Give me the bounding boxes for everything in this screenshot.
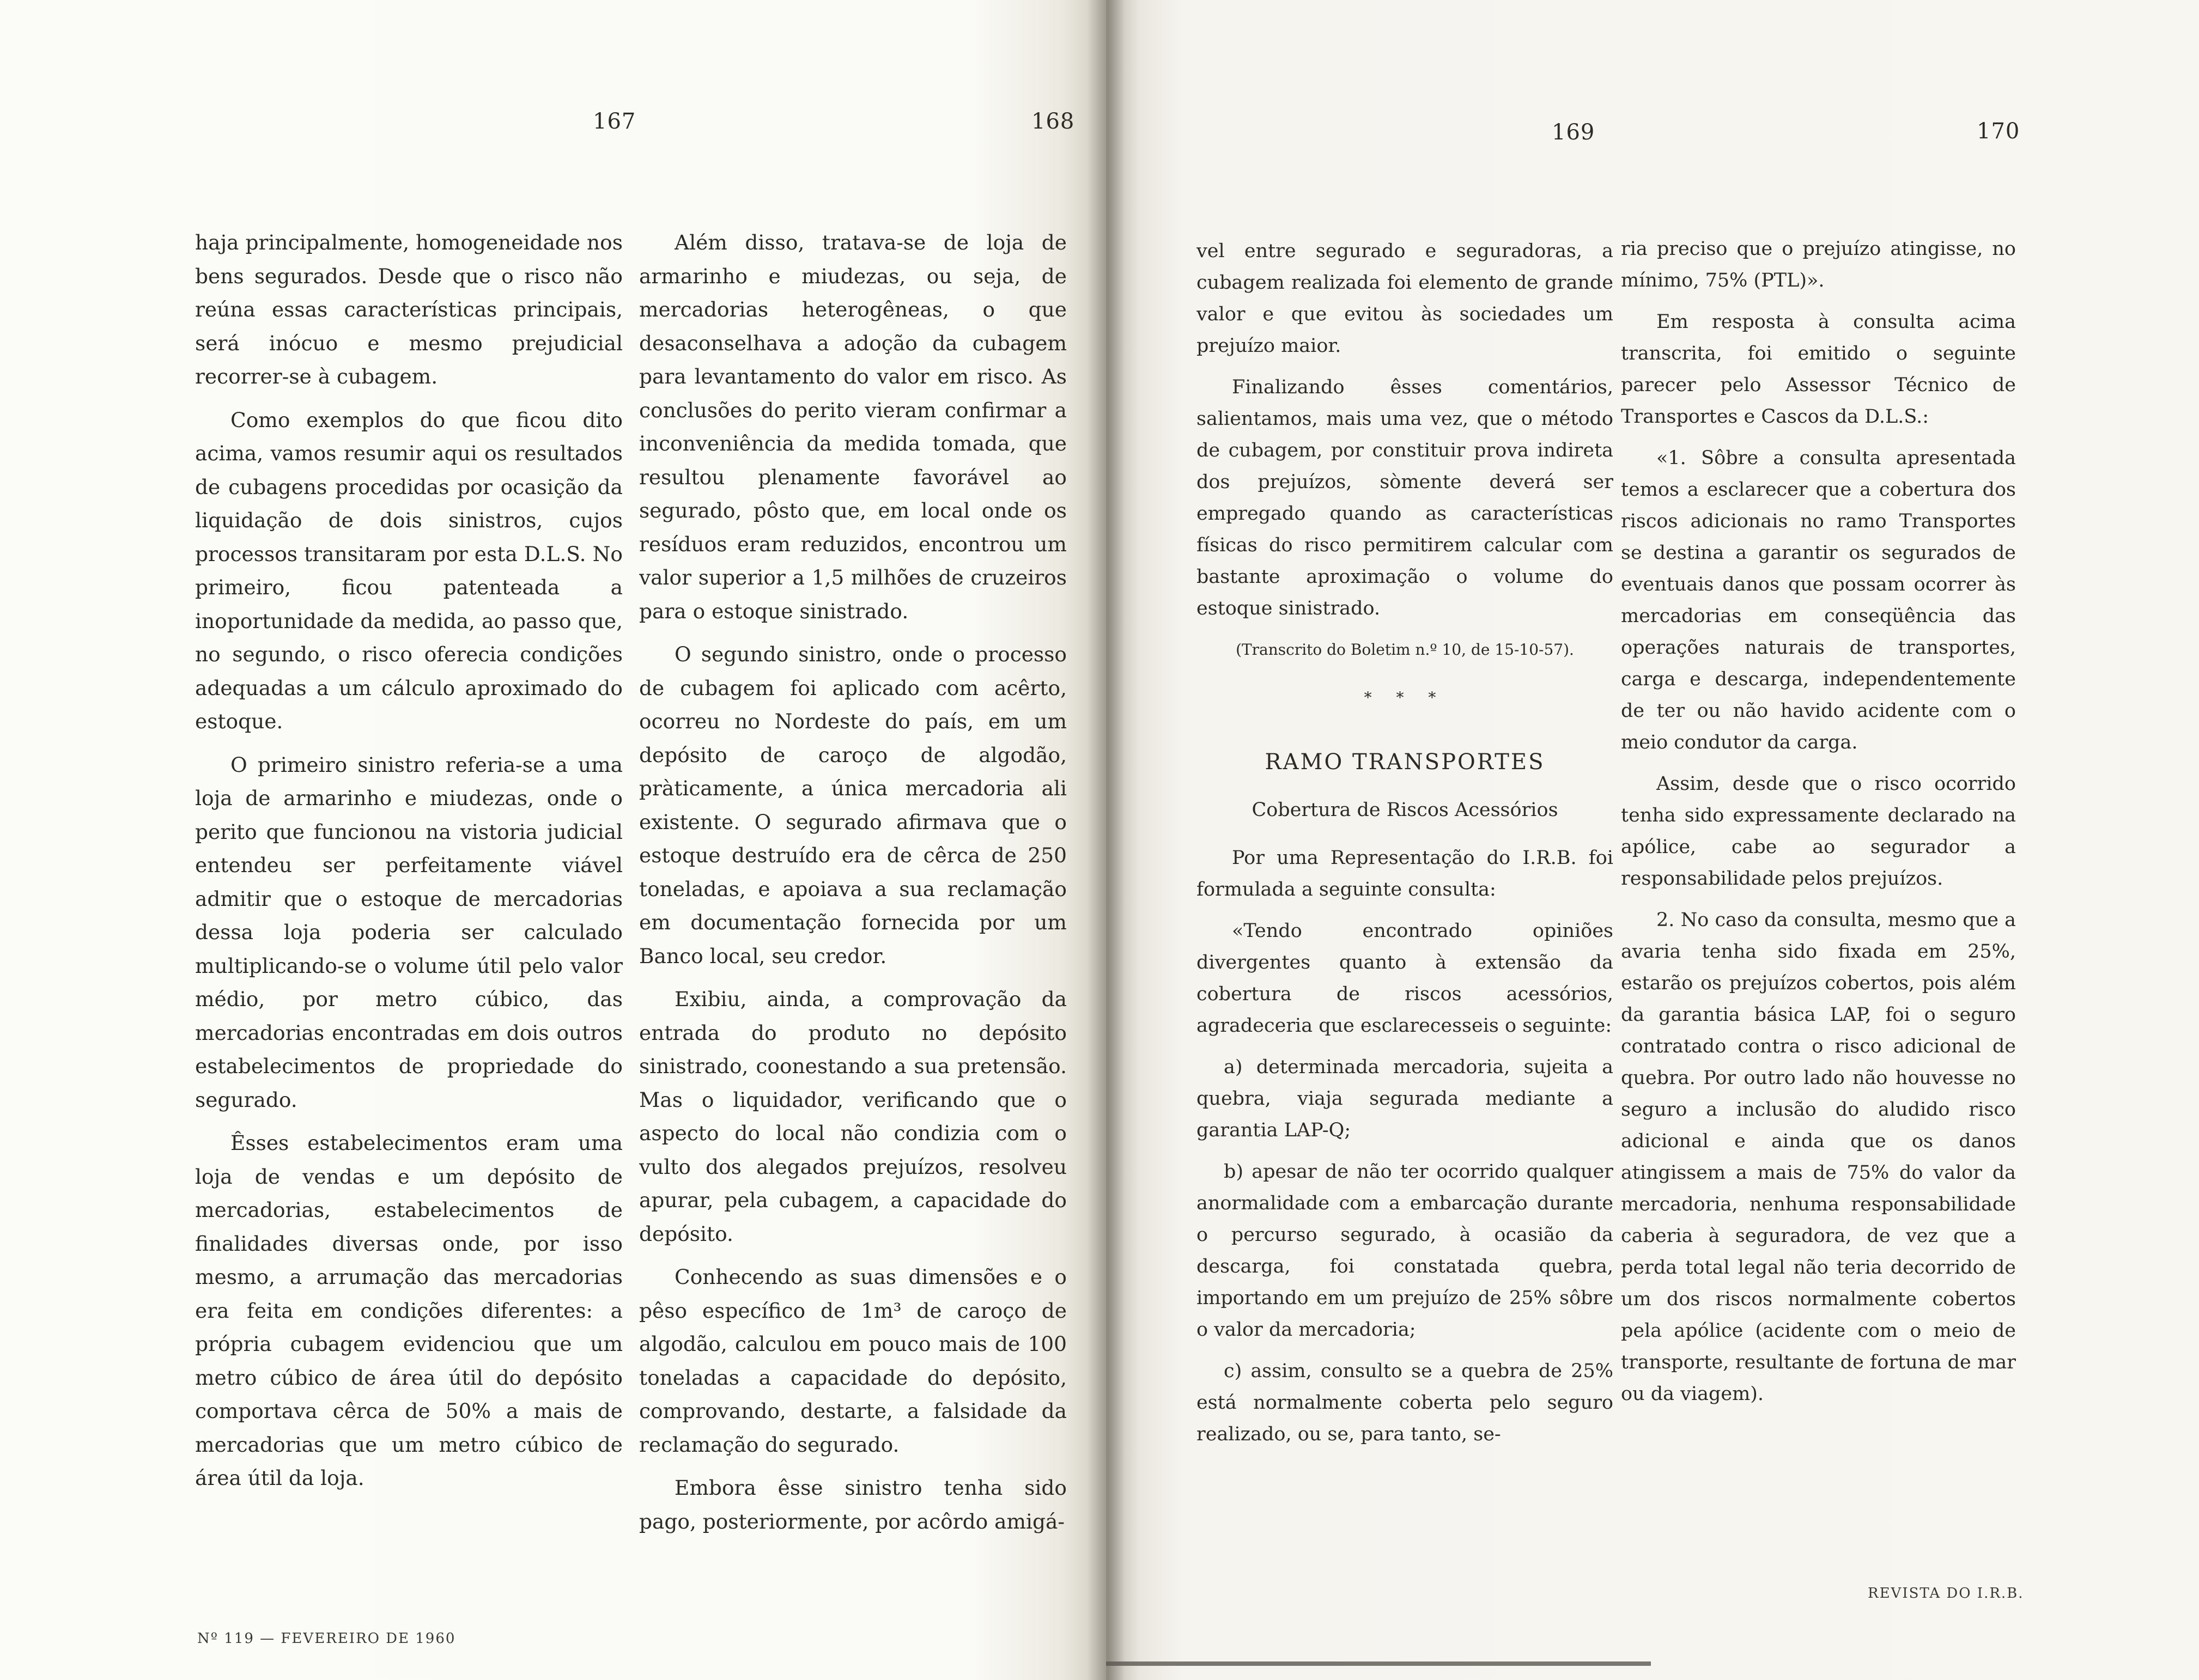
paragraph: O segundo sinistro, onde o processo de cubagem foi aplicado com acêrto, ocorreu no Nordeste do país, em um depósito de caroço de algodão, pràticamente, a única mercadoria ali existente. O segurado afirmava que o estoque destruído era de cêrca de 250 toneladas, e apoiava a sua reclamação em documentação fornecida por um Banco local, seu credor.: [639, 642, 1067, 968]
paragraph: Em resposta à consulta acima transcrita, foi emitido o seguinte parecer pelo Assessor Técnico de Transportes e Cascos da D.L.S.:: [1621, 311, 2016, 428]
paragraph: Êsses estabelecimentos eram uma loja de vendas e um depósito de mercadorias, estabelecimentos de finalidades diversas onde, por isso mesmo, a arrumação das mercadorias era feita em condições diferentes: a própria cubagem evidenciou que um metro cúbico de área útil do depósito comportava cêrca de 50% a mais de mercadorias que um metro cúbico de área útil da loja.: [195, 1131, 623, 1490]
page-number-169: 169: [1552, 120, 1595, 145]
paragraph: vel entre segurado e seguradoras, a cubagem realizada foi elemento de grande valor e que evitou às sociedades um prejuízo maior.: [1196, 240, 1613, 357]
section-separator: * * *: [1364, 689, 1446, 707]
paragraph: Assim, desde que o risco ocorrido tenha sido expressamente declarado na apólice, cabe ao segurador a responsabilidade pelos prejuízos.: [1621, 773, 2016, 890]
gutter-shadow: [1087, 0, 1125, 1680]
section-subtitle: Cobertura de Riscos Acessórios: [1252, 799, 1558, 821]
list-item: c) assim, consulto se a quebra de 25% está normalmente coberta pelo seguro realizado, ou se, para tanto, se-: [1196, 1360, 1613, 1445]
paragraph: haja principalmente, homogeneidade nos bens segurados. Desde que o risco não reúna essas características principais, será inócuo e mesmo prejudicial recorrer-se à cubagem.: [195, 230, 623, 388]
paragraph: Por uma Representação do I.R.B. foi formulada a seguinte consulta:: [1196, 847, 1613, 900]
paragraph: ria preciso que o prejuízo atingisse, no mínimo, 75% (PTL)».: [1621, 238, 2016, 291]
paragraph: Embora êsse sinistro tenha sido pago, posteriormente, por acôrdo amigá-: [639, 1476, 1067, 1533]
section-title: RAMO TRANSPORTES: [1265, 750, 1545, 775]
column-page-170: [1621, 233, 2016, 1508]
paragraph: Além disso, tratava-se de loja de armarinho e miudezas, ou seja, de mercadorias heterogêneas, o que desaconselhava a adoção da cubagem para levantamento do valor em risco. As conclusões do perito vieram confirmar a inconveniência da medida tomada, que resultou plenamente favorável ao segurado, pôsto que, em local onde os resíduos eram reduzidos, encontrou um valor superior a 1,5 milhões de cruzeiros para o estoque sinistrado.: [639, 230, 1067, 623]
journal-footer: REVISTA DO I.R.B.: [1868, 1585, 2024, 1602]
paragraph: Exibiu, ainda, a comprovação da entrada do produto no depósito sinistrado, coonestando a sua pretensão. Mas o liquidador, verificando que o aspecto do local não condizia com o vulto dos alegados prejuízos, resolveu apurar, pela cubagem, a capacidade do depósito.: [639, 987, 1067, 1246]
paragraph: «1. Sôbre a consulta apresentada temos a esclarecer que a cobertura dos riscos adicionais no ramo Transportes se destina a garantir os segurados de eventuais danos que possam ocorrer às mercadorias em conseqüência das operações naturais de transportes, carga e descarga, independentemente de ter ou não havido acidente com o meio condutor da carga.: [1621, 447, 2016, 753]
paragraph: Conhecendo as suas dimensões e o pêso específico de 1m³ de caroço de algodão, calculou em pouco mais de 100 toneladas a capacidade do depósito, comprovando, destarte, a falsidade da reclamação do segurado.: [639, 1265, 1067, 1457]
list-item: a) determinada mercadoria, sujeita a quebra, viaja segurada mediante a garantia LAP-Q;: [1196, 1056, 1613, 1141]
column-page-168: [639, 226, 1067, 1536]
paragraph: 2. No caso da consulta, mesmo que a avaria tenha sido fixada em 25%, estarão os prejuízos cobertos, pois além da garantia básica LAP, foi o seguro contratado contra o risco adicional de quebra. Por outro lado não houvesse no seguro a inclusão do aludido risco adicional e ainda que os danos atingissem a mais de 75% do valor da mercadoria, nenhuma responsabilidade caberia à seguradora, de vez que a perda total legal não teria decorrido de um dos riscos normalmente cobertos pela apólice (acidente com o meio de transporte, resultante de fortuna de mar ou da viagem).: [1621, 909, 2016, 1405]
page-number-170: 170: [1977, 119, 2020, 144]
list-item: b) apesar de não ter ocorrido qualquer anormalidade com a embarcação durante o percurso segurado, à ocasião da descarga, foi constatada quebra, importando em um prejuízo de 25% sôbre o valor da mercadoria;: [1196, 1161, 1613, 1341]
page-number-167: 167: [593, 109, 636, 134]
paragraph: Como exemplos do que ficou dito acima, vamos resumir aqui os resultados de cubagens procedidas por ocasição da liquidação de dois sinistros, cujos processos transitaram por esta D.L.S. No primeiro, ficou patenteada a inoportunidade da medida, ao passo que, no segundo, o risco oferecia condições adequadas a um cálculo aproximado do estoque.: [195, 407, 623, 733]
page-bottom-edge: [1106, 1661, 1651, 1666]
column-page-167: [195, 226, 623, 1536]
paragraph: «Tendo encontrado opiniões divergentes quanto à extensão da cobertura de riscos acessórios, agradeceria que esclarecesseis o seguinte:: [1196, 920, 1613, 1037]
source-citation: (Transcrito do Boletim n.º 10, de 15-10-57).: [1236, 641, 1574, 659]
issue-footer: Nº 119 — FEVEREIRO DE 1960: [197, 1630, 456, 1647]
paragraph: Finalizando êsses comentários, salientamos, mais uma vez, que o método de cubagem, por constituir prova indireta dos prejuízos, sòmente deverá ser empregado quando as características físicas do risco permitirem calcular com bastante aproximação o volume do estoque sinistrado.: [1196, 376, 1613, 619]
column-page-169: [1196, 235, 1613, 1510]
paragraph: O primeiro sinistro referia-se a uma loja de armarinho e miudezas, onde o perito que funcionou na vistoria judicial entendeu ser perfeitamente viável admitir que o estoque de mercadorias dessa loja poderia ser calculado multiplicando-se o volume útil pelo valor médio, por metro cúbico, das mercadorias encontradas em dois outros estabelecimentos de propriedade do segurado.: [195, 752, 623, 1112]
page-number-168: 168: [1031, 109, 1075, 134]
